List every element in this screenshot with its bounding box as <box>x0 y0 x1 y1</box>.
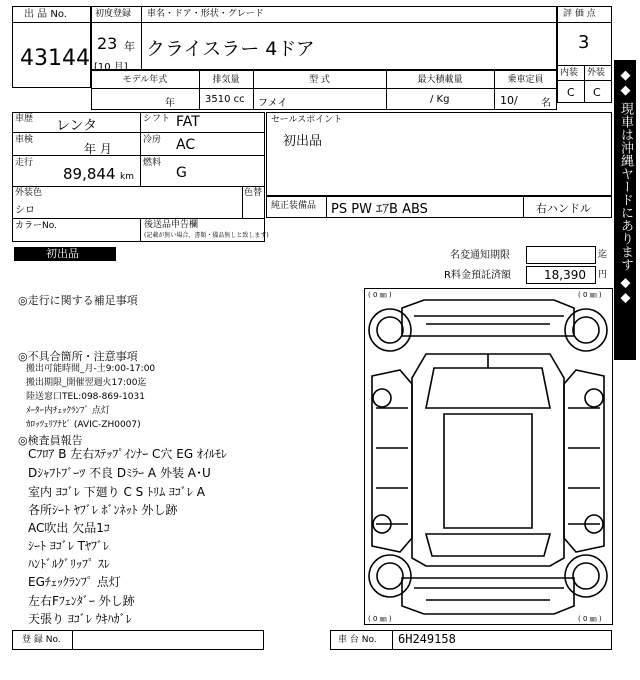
inspector-line: 左右Fﾌｪﾝﾀﾞｰ 外し跡 <box>28 594 135 608</box>
reg-no-label: 登 録 No. <box>22 635 61 645</box>
chassis-value: 6H249158 <box>398 632 456 646</box>
model-year-unit: 年 <box>165 98 175 109</box>
shift-label: シフト <box>143 114 171 124</box>
note-line: 搬出可能時間_月-土9:00-17:00 <box>26 364 156 374</box>
tire-tread-label: ( 0 ㎜ ) <box>578 291 602 299</box>
note-line: 搬出期限_開催翌週火17:00迄 <box>26 378 147 388</box>
fuel-value: G <box>176 165 187 181</box>
inspector-line: AC吹出 欠品1ｺ <box>28 521 110 535</box>
equipment-value: PS PW ｴｱB ABS <box>331 202 428 217</box>
inspector-line: 天張り ﾖｺﾞﾚ ｳｷﾊｶﾞﾚ <box>28 612 132 626</box>
history-value: レンタ <box>56 118 98 134</box>
inspection-value: 年 月 <box>84 142 112 156</box>
interior-label: 内装 <box>560 68 579 78</box>
color-no-label: カラーNo. <box>15 221 57 231</box>
first-reg-month: [10 月] <box>94 62 128 73</box>
vehicle-name-label: 車名・ドア・形状・グレード <box>147 9 264 19</box>
model-year-label: モデル年式 <box>122 75 168 85</box>
inspector-line: 室内 ﾖｺﾞﾚ 下廻り C S ﾄﾘﾑ ﾖｺﾞﾚ A <box>28 485 205 499</box>
first-reg-year: 23 <box>97 34 118 53</box>
okinawa-yard-strip <box>614 60 636 360</box>
inspector-line: EGﾁｪｯｸﾗﾝﾌﾟ 点灯 <box>28 575 121 589</box>
note-line: 陸送窓口TEL:098-869-1031 <box>26 392 145 402</box>
type-label: 型 式 <box>309 75 330 85</box>
inspector-heading: ◎検査員報告 <box>18 434 83 447</box>
ext-color-value: シロ <box>15 205 35 216</box>
mileage-unit: km <box>120 172 134 182</box>
tire-tread-label: ( 0 ㎜ ) <box>578 615 602 623</box>
aftermarket-note: (記載が無い場合、書類・備品無しと致します) <box>144 232 269 239</box>
max-load-value: / Kg <box>430 94 450 105</box>
capacity-value: 10/ <box>500 94 518 107</box>
name-change-field <box>526 246 596 264</box>
interior-score: C <box>567 86 575 99</box>
note-line: ｶﾛｯﾂｪﾘｱﾅﾋﾞ (AVIC-ZH0007) <box>26 420 141 430</box>
inspector-line: ﾊﾝﾄﾞﾙｸﾞﾘｯﾌﾟ ｽﾚ <box>28 557 110 571</box>
okinawa-yard-note: ◆◆ 現車は沖縄ヤードにあります ◆◆ <box>618 68 633 306</box>
driving-notes-heading: ◎走行に関する補足事項 <box>18 294 138 307</box>
inspector-line: 各所ｼｰﾄ ﾔﾌﾞﾚ ﾎﾞﾝﾈｯﾄ 外し跡 <box>28 503 178 517</box>
chassis-label: 車 台 No. <box>338 635 377 645</box>
lot-label: 出 品 No. <box>24 9 67 20</box>
type-value: フメイ <box>258 98 288 109</box>
ac-value: AC <box>176 137 196 153</box>
name-change-unit: 迄 <box>598 250 608 260</box>
name-change-label: 名変通知期限 <box>450 250 510 261</box>
inspector-line: Dｼｬﾌﾄﾌﾞｰﾂ 不良 Dﾐﾗｰ A 外装 A･U <box>28 466 211 480</box>
equipment-label: 純正装備品 <box>271 201 317 211</box>
first-listing-banner-text: 初出品 <box>46 247 79 260</box>
mileage-label: 走行 <box>15 158 34 168</box>
fuel-label: 燃料 <box>143 158 162 168</box>
car-outline-diagram <box>364 288 613 625</box>
capacity-label: 乗車定員 <box>507 75 544 85</box>
displacement-label: 排気量 <box>212 75 240 85</box>
displacement-value: 3510 cc <box>205 94 245 105</box>
recycle-label: R料金預託済額 <box>444 270 511 281</box>
exterior-label: 外装 <box>587 68 606 78</box>
tire-tread-label: ( 0 ㎜ ) <box>368 615 392 623</box>
recycle-value: 18,390 <box>544 268 586 282</box>
steering-value: 右ハンドル <box>536 202 591 215</box>
history-label: 車歴 <box>15 114 34 124</box>
color-change-label: 色替 <box>244 188 263 198</box>
inspector-line: ｼｰﾄ ﾖｺﾞﾚ Tﾔﾌﾞﾚ <box>28 539 109 553</box>
defects-heading: ◎不具合箇所・注意事項 <box>18 350 138 363</box>
exterior-score: C <box>593 86 601 99</box>
aftermarket-label: 後送品申告欄 <box>144 220 199 230</box>
shift-value: FAT <box>176 114 200 130</box>
score-label: 評 価 点 <box>563 9 596 19</box>
lot-number: 43144 <box>20 46 90 71</box>
mileage-value: 89,844 <box>63 165 116 183</box>
sales-point-value: 初出品 <box>283 134 323 149</box>
max-load-label: 最大積載量 <box>417 75 463 85</box>
score-value: 3 <box>578 32 590 53</box>
ac-label: 冷房 <box>143 135 162 145</box>
first-listing-banner <box>14 247 116 261</box>
tire-tread-label: ( 0 ㎜ ) <box>368 291 392 299</box>
year-unit: 年 <box>124 40 135 53</box>
inspector-line: Cﾌﾛｱ B 左右ｽﾃｯﾌﾟｲﾝﾅｰ C穴 EG ｵｲﾙﾓﾚ <box>28 447 227 461</box>
inspection-label: 車検 <box>15 135 34 145</box>
ext-color-label: 外装色 <box>15 188 43 198</box>
first-reg-label: 初度登録 <box>95 9 132 19</box>
vehicle-name: クライスラー 4ドア <box>146 38 315 60</box>
note-line: ﾒｰﾀｰ内ﾁｪｯｸﾗﾝﾌﾟ 点灯 <box>26 406 110 416</box>
recycle-unit: 円 <box>598 270 608 280</box>
sales-point-label: セールスポイント <box>271 115 343 125</box>
capacity-unit: 名 <box>541 98 551 109</box>
